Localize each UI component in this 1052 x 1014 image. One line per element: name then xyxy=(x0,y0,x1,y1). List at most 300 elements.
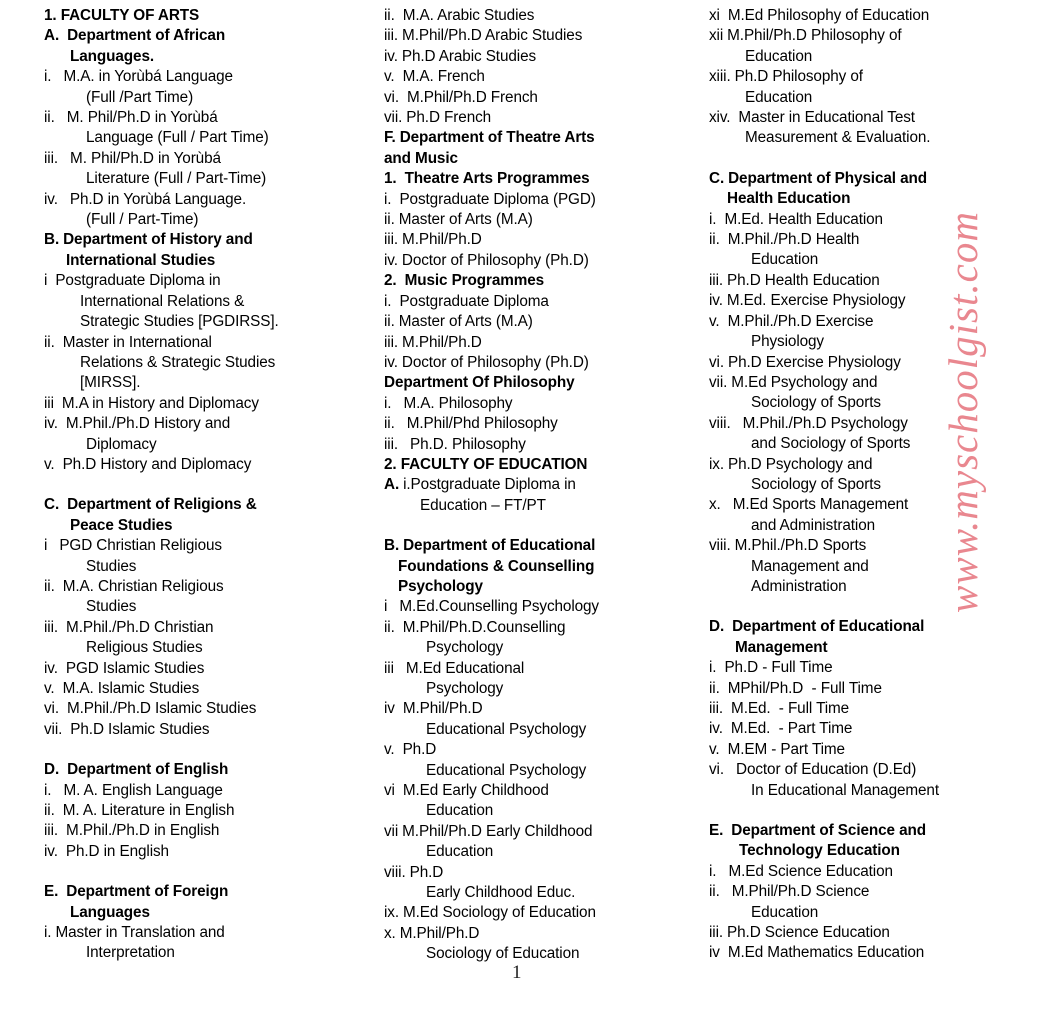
item-text: M.A. Christian Religious xyxy=(62,577,224,595)
item-text: Master in International xyxy=(62,333,212,351)
item-marker: x. xyxy=(384,924,396,942)
item-text-cont: Educational Psychology xyxy=(426,761,587,779)
watermark-text: www.myschoolgist.com xyxy=(940,211,987,613)
section-heading xyxy=(44,230,374,250)
item-marker: ii. xyxy=(44,577,55,595)
item-text-cont: International Relations & xyxy=(80,292,245,310)
item-text-cont: Religious Studies xyxy=(86,639,203,657)
foreign-languages-continued xyxy=(384,6,699,128)
item-text: M.Phil/Ph.D French xyxy=(407,88,538,106)
list-item xyxy=(384,210,699,230)
faculty-of-education-heading: 2. FACULTY OF EDUCATION xyxy=(384,455,588,473)
list-item xyxy=(384,924,699,944)
section-foreign-languages xyxy=(44,882,374,964)
item-text: M.Phil/Ph.D Science xyxy=(731,883,870,901)
item-text: Doctor of Philosophy (Ph.D) xyxy=(401,353,589,371)
item-marker: ii. xyxy=(384,313,395,331)
item-text: M.Ed. - Part Time xyxy=(730,720,853,738)
item-text: Master of Arts (M.A) xyxy=(398,313,533,331)
item-text: Master in Educational Test xyxy=(738,109,915,127)
section-title-line1: Department of English xyxy=(67,761,229,779)
section-letter: F. xyxy=(384,129,396,147)
list-item xyxy=(384,333,699,353)
section-title-line1: Department of African xyxy=(67,27,226,45)
item-text-cont: Education xyxy=(745,88,813,106)
item-marker: vii xyxy=(384,822,399,840)
list-item xyxy=(384,659,699,679)
item-text: Ph.D Islamic Studies xyxy=(70,720,210,738)
list-item xyxy=(384,67,699,87)
subsection-number: 1. xyxy=(384,170,397,188)
item-text: M.Phil/Ph.D xyxy=(402,333,482,351)
section-text-line2: Education – FT/PT xyxy=(420,496,546,514)
item-marker: iv. xyxy=(709,292,723,310)
item-text-cont: Early Childhood Educ. xyxy=(426,884,576,902)
item-text-cont: Sociology of Sports xyxy=(751,394,881,412)
item-text: Ph.D French xyxy=(406,109,492,127)
item-text: M.Ed Early Childhood xyxy=(402,782,549,800)
list-item xyxy=(709,719,1042,739)
item-marker: i xyxy=(44,537,48,555)
item-text-cont: Diplomacy xyxy=(86,435,157,453)
list-item xyxy=(44,455,374,475)
item-text: M.Ed Mathematics Education xyxy=(727,944,925,962)
item-marker: iv. xyxy=(384,251,398,269)
item-text: Ph.D - Full Time xyxy=(724,659,833,677)
list-item xyxy=(709,923,1042,943)
list-item xyxy=(384,312,699,332)
item-marker: v. xyxy=(709,740,720,758)
item-marker: iii xyxy=(384,659,394,677)
section-title-line1: Department of Religions & xyxy=(67,496,257,514)
section-title-line3: Psychology xyxy=(398,577,483,595)
list-item xyxy=(384,292,699,312)
item-marker: v. xyxy=(384,741,395,759)
item-marker: vii. xyxy=(384,109,403,127)
item-text: Ph.D Philosophy of xyxy=(734,68,863,86)
item-marker: i. xyxy=(44,68,52,86)
section-letter: A. xyxy=(384,476,400,494)
item-marker: v. xyxy=(709,312,720,330)
section-title-line1: Department of Foreign xyxy=(66,883,229,901)
list-item xyxy=(384,863,699,883)
item-marker: ii. xyxy=(384,7,395,24)
item-marker: vi xyxy=(384,782,395,800)
list-item xyxy=(44,679,374,699)
spacer xyxy=(384,516,699,536)
item-text: Postgraduate Diploma (PGD) xyxy=(399,190,596,208)
item-marker: iii. xyxy=(384,333,399,351)
item-marker: i. xyxy=(44,781,52,799)
item-marker: vi. xyxy=(384,88,399,106)
section-letter: C. xyxy=(44,496,60,514)
item-marker: iv. xyxy=(44,842,58,860)
list-item xyxy=(44,394,374,414)
item-marker: ii. xyxy=(384,211,395,229)
section-heading xyxy=(384,128,699,148)
item-marker: v. xyxy=(44,455,55,473)
item-marker: ii. xyxy=(44,109,55,127)
section-letter: B. xyxy=(44,231,60,249)
section-title-line2: and Music xyxy=(384,149,458,167)
item-marker: i. xyxy=(384,190,392,208)
item-marker: i. xyxy=(44,924,52,942)
item-marker: iv xyxy=(384,700,395,718)
item-text-cont: Education xyxy=(426,802,494,820)
item-text: M.Phil./Ph.D Psychology xyxy=(742,414,908,432)
item-text: M.A. in Yorùbá Language xyxy=(63,68,233,86)
spacer xyxy=(709,149,1042,169)
section-african-languages xyxy=(44,26,374,230)
item-marker: xi xyxy=(709,7,720,24)
list-item xyxy=(384,108,699,128)
list-item xyxy=(44,577,374,597)
item-text: M.Phil./Ph.D Islamic Studies xyxy=(67,700,257,718)
item-text: Postgraduate Diploma xyxy=(399,292,549,310)
section-physical-health-education xyxy=(709,169,1042,598)
list-item xyxy=(384,618,699,638)
item-text: Ph.D Arabic Studies xyxy=(401,47,537,65)
section-title-line2: Languages. xyxy=(70,47,154,65)
list-item xyxy=(384,699,699,719)
list-item xyxy=(384,353,699,373)
item-marker: x. xyxy=(709,496,721,514)
item-marker: ii. xyxy=(44,802,55,820)
item-marker: iii. xyxy=(384,231,399,249)
section-title-line2: Foundations & Counselling xyxy=(398,557,595,575)
section-philosophy xyxy=(384,373,699,455)
item-text: M.EM - Part Time xyxy=(727,740,845,758)
list-item xyxy=(709,536,1042,556)
section-title-line2: Health Education xyxy=(727,190,851,208)
item-marker: xiii. xyxy=(709,68,731,86)
section-heading xyxy=(44,26,374,46)
item-text: M.Ed Science Education xyxy=(728,862,893,880)
list-item xyxy=(709,353,1042,373)
list-item xyxy=(44,821,374,841)
spacer xyxy=(709,801,1042,821)
item-text: PGD Islamic Studies xyxy=(65,659,205,677)
item-text-cont: Sociology of Sports xyxy=(751,475,881,493)
section-title-line1: Department of Science and xyxy=(731,822,926,840)
section-letter: C. xyxy=(709,169,725,187)
section-educational-foundations xyxy=(384,536,699,965)
list-item xyxy=(709,210,1042,230)
list-item xyxy=(44,108,374,128)
spacer xyxy=(44,862,374,882)
list-item xyxy=(709,455,1042,475)
list-item xyxy=(709,230,1042,250)
section-history-international-studies xyxy=(44,230,374,475)
item-marker: iv. xyxy=(384,353,398,371)
item-marker: iv. xyxy=(44,190,58,208)
item-marker: iii. xyxy=(384,435,399,453)
list-item xyxy=(709,882,1042,902)
section-pgd-education xyxy=(384,475,699,516)
section-science-technology-education xyxy=(709,821,1042,964)
list-item xyxy=(44,699,374,719)
item-text-cont: and Sociology of Sports xyxy=(751,435,911,453)
item-text: M.Phil/Ph.D Arabic Studies xyxy=(402,27,583,45)
section-title-line1: Department of Educational xyxy=(732,618,925,636)
item-text: Doctor of Philosophy (Ph.D) xyxy=(401,251,589,269)
list-item xyxy=(384,26,699,46)
item-marker: iv xyxy=(709,944,720,962)
subsection-heading xyxy=(384,271,699,291)
item-text: M.Ed. Health Education xyxy=(724,210,883,228)
spacer xyxy=(44,475,374,495)
list-item xyxy=(384,251,699,271)
item-text: M.Phil/Ph.D xyxy=(402,231,482,249)
list-item xyxy=(709,495,1042,515)
item-marker: viii. xyxy=(384,863,406,881)
item-marker: vi. xyxy=(44,700,59,718)
item-marker: iv. xyxy=(384,47,398,65)
item-marker: iv. xyxy=(44,415,58,433)
spacer xyxy=(709,597,1042,617)
list-item xyxy=(709,414,1042,434)
list-item xyxy=(384,6,699,26)
item-text: M.Ed Sports Management xyxy=(732,496,909,514)
section-text-line1: i.Postgraduate Diploma in xyxy=(403,476,576,494)
item-marker: v. xyxy=(44,680,55,697)
item-text-cont: Studies xyxy=(86,598,137,616)
subsection-title: Theatre Arts Programmes xyxy=(404,170,590,188)
list-item xyxy=(44,271,374,291)
item-text-cont: Literature (Full / Part-Time) xyxy=(86,170,267,188)
section-letter: E. xyxy=(44,883,59,901)
column-3 xyxy=(703,6,1052,964)
list-item xyxy=(44,149,374,169)
section-letter: A. xyxy=(44,27,60,45)
item-text: M. A. English Language xyxy=(63,781,223,799)
item-marker: ii. xyxy=(384,618,395,636)
item-text: M.Ed Philosophy of Education xyxy=(727,7,930,24)
item-text: M.Phil/Phd Philosophy xyxy=(406,415,558,433)
item-text-cont: Relations & Strategic Studies xyxy=(80,353,276,371)
item-text: PGD Christian Religious xyxy=(59,537,222,555)
item-text-cont: Strategic Studies [PGDIRSS]. xyxy=(80,313,279,331)
item-text-cont: [MIRSS]. xyxy=(80,374,141,392)
list-item xyxy=(709,943,1042,963)
item-text: Ph.D Psychology and xyxy=(728,455,873,473)
list-item xyxy=(709,312,1042,332)
section-heading xyxy=(44,882,374,902)
three-column-layout xyxy=(0,6,1052,965)
item-text: M.Phil/Ph.D xyxy=(402,700,483,718)
list-item xyxy=(44,414,374,434)
spacer xyxy=(44,740,374,760)
item-text-cont: Language (Full / Part Time) xyxy=(86,129,269,147)
item-marker: iii xyxy=(44,394,54,412)
list-item xyxy=(709,760,1042,780)
list-item xyxy=(709,6,1042,26)
item-text-cont: Education xyxy=(745,47,813,65)
item-text: MPhil/Ph.D - Full Time xyxy=(727,679,882,697)
column-1 xyxy=(0,6,378,964)
item-marker: iii. xyxy=(709,924,724,942)
list-item xyxy=(709,740,1042,760)
item-marker: vii. xyxy=(44,720,63,738)
list-item xyxy=(44,842,374,862)
item-text: Doctor of Education (D.Ed) xyxy=(736,761,917,779)
item-text: M.Ed Sociology of Education xyxy=(403,904,596,922)
item-text-cont: Education xyxy=(751,903,819,921)
page-number: 1 xyxy=(512,962,522,983)
item-marker: ix. xyxy=(709,455,724,473)
item-text-cont: Education xyxy=(751,251,819,269)
list-item xyxy=(709,658,1042,678)
item-marker: iii. xyxy=(709,700,724,717)
list-item xyxy=(709,679,1042,699)
item-marker: ii. xyxy=(709,679,720,697)
item-text: M. Phil/Ph.D in Yorùbá xyxy=(66,109,218,127)
item-marker: iii. xyxy=(44,822,59,840)
list-item xyxy=(709,67,1042,87)
section-educational-management xyxy=(709,617,1042,801)
item-text-cont: and Administration xyxy=(751,516,876,534)
section-title-line2: Management xyxy=(735,638,828,656)
list-item xyxy=(384,781,699,801)
item-marker: xiv. xyxy=(709,109,731,127)
list-item xyxy=(384,230,699,250)
item-text: Ph.D Science Education xyxy=(727,924,890,942)
section-title-line1: Department of History and xyxy=(63,231,253,249)
item-text: M.Ed. Exercise Physiology xyxy=(726,292,906,310)
item-text-cont: Physiology xyxy=(751,333,824,351)
list-item xyxy=(44,923,374,943)
list-item xyxy=(44,781,374,801)
list-item xyxy=(44,67,374,87)
item-text: M.Phil/Ph.D.Counselling xyxy=(402,618,566,636)
section-title-line1: Department of Physical and xyxy=(728,169,927,187)
item-text: M. Phil/Ph.D in Yorùbá xyxy=(70,149,221,167)
section-theatre-arts-music xyxy=(384,128,699,373)
list-item xyxy=(44,333,374,353)
item-text-cont: Measurement & Evaluation. xyxy=(745,129,931,147)
list-item xyxy=(44,720,374,740)
item-marker: i xyxy=(384,598,388,616)
item-text: M.Phil/Ph.D Early Childhood xyxy=(402,822,593,840)
item-marker: viii. xyxy=(709,537,731,555)
item-marker: vi. xyxy=(709,761,724,779)
item-text: M.A. Arabic Studies xyxy=(402,7,535,24)
item-marker: ii. xyxy=(384,415,395,433)
item-marker: iii. xyxy=(44,618,59,636)
section-title-line1: Department of Educational xyxy=(403,537,596,555)
item-text: M.Phil/Ph.D xyxy=(399,924,480,942)
item-marker: i. xyxy=(709,862,717,880)
item-marker: ii. xyxy=(709,231,720,249)
item-marker: i. xyxy=(709,210,717,228)
item-text: M.A. French xyxy=(402,68,485,86)
item-marker: viii. xyxy=(709,414,731,432)
list-item xyxy=(709,291,1042,311)
item-text-cont: Psychology xyxy=(426,680,504,697)
item-text-cont: Sociology of Education xyxy=(426,945,580,963)
section-b-continued xyxy=(709,6,1042,149)
item-text: Master of Arts (M.A) xyxy=(398,211,533,229)
item-text-cont: Studies xyxy=(86,557,137,575)
item-marker: iii. xyxy=(709,271,724,289)
list-item xyxy=(384,740,699,760)
section-letter: B. xyxy=(384,537,400,555)
item-text-cont: Educational Psychology xyxy=(426,720,587,738)
item-text: M.Phil./Ph.D Exercise xyxy=(727,312,874,330)
item-text-cont: (Full / Part-Time) xyxy=(86,211,199,229)
section-heading xyxy=(709,169,1042,189)
item-marker: i xyxy=(44,272,48,290)
item-text: M. A. Literature in English xyxy=(62,802,235,820)
item-text: Ph.D xyxy=(409,863,444,881)
item-marker: ii. xyxy=(709,883,720,901)
list-item xyxy=(709,862,1042,882)
list-item xyxy=(709,108,1042,128)
item-text: M.Phil./Ph.D in English xyxy=(66,822,220,840)
subsection-heading xyxy=(384,169,699,189)
section-title-line2: International Studies xyxy=(66,251,216,269)
section-english xyxy=(44,760,374,862)
item-marker: ii. xyxy=(44,333,55,351)
list-item xyxy=(44,659,374,679)
item-text: M.Phil./Ph.D Health xyxy=(727,231,860,249)
item-marker: xii xyxy=(709,27,724,45)
list-item xyxy=(384,822,699,842)
item-text-cont: Administration xyxy=(751,577,847,595)
item-marker: iv. xyxy=(44,659,58,677)
item-text: Ph.D. Philosophy xyxy=(410,435,526,453)
item-text: Master in Translation and xyxy=(55,924,225,942)
list-item xyxy=(384,597,699,617)
section-heading xyxy=(44,760,374,780)
item-text: Ph.D Exercise Physiology xyxy=(728,353,901,371)
section-religions-peace-studies xyxy=(44,495,374,740)
section-letter: D. xyxy=(44,761,60,779)
item-text: M.Phil/Ph.D Philosophy of xyxy=(727,27,902,45)
item-text-cont: Psychology xyxy=(426,639,504,657)
section-heading xyxy=(709,821,1042,841)
item-text: M.Ed.Counselling Psychology xyxy=(399,598,599,616)
list-item xyxy=(44,536,374,556)
item-text: Ph.D in English xyxy=(65,842,169,860)
list-item xyxy=(44,801,374,821)
list-item xyxy=(709,373,1042,393)
item-text-cont: Interpretation xyxy=(86,944,175,962)
section-letter: E. xyxy=(709,822,724,840)
item-text: M.Phil./Ph.D History and xyxy=(65,415,231,433)
section-title-line1: Department of Theatre Arts xyxy=(399,129,595,147)
item-text: M.A. Islamic Studies xyxy=(62,680,200,697)
section-heading xyxy=(384,536,699,556)
item-text: Ph.D in Yorùbá Language. xyxy=(69,190,247,208)
item-text-cont: Education xyxy=(426,843,494,861)
item-text-cont: In Educational Management xyxy=(751,781,939,799)
faculty-of-arts-heading: 1. FACULTY OF ARTS xyxy=(44,7,200,24)
item-marker: ix. xyxy=(384,904,399,922)
subsection-title: Music Programmes xyxy=(404,272,545,290)
item-text: M.Ed. - Full Time xyxy=(731,700,850,717)
section-title: Department Of Philosophy xyxy=(384,374,575,392)
section-heading xyxy=(384,475,699,495)
section-title-line2: Languages xyxy=(70,903,150,921)
list-item xyxy=(44,618,374,638)
item-text: Ph.D xyxy=(402,741,437,759)
section-letter: D. xyxy=(709,618,725,636)
list-item xyxy=(384,435,699,455)
item-text: Ph.D Health Education xyxy=(727,271,880,289)
subsection-number: 2. xyxy=(384,272,397,290)
list-item xyxy=(709,26,1042,46)
